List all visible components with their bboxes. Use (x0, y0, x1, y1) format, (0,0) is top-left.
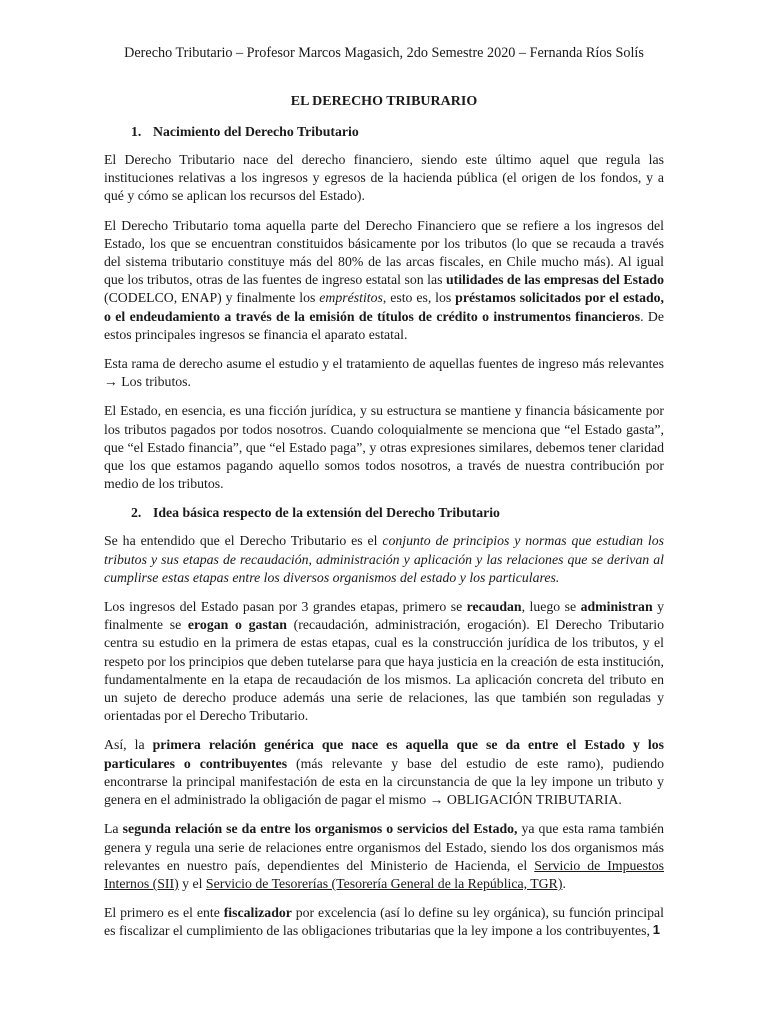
document-title: EL DERECHO TRIBURARIO (290, 94, 478, 109)
paragraph-first-relation (104, 736, 664, 809)
text-run: Así, la (104, 737, 153, 753)
bold-run: fiscalizador (223, 905, 292, 921)
text-run: . De estos principales ingresos se financia el aparato estatal. (104, 308, 664, 342)
text-run: (recaudación, administración, erogación). El Derecho Tributario centra su estudio en la primera de estas etapas, cual es la construcción jurídica de los tributos, y el respeto por los principios que deben tutelarse para que haya justicia en la creación de esta institución, fundamentalmente en la etapa de recaudación de los mismos. La aplicación concreta del tributo en un sujeto de derecho produce además una serie de relaciones, las que también son reguladas y orientadas por el Derecho Tributario. (104, 617, 664, 724)
text-run: La (104, 821, 123, 837)
text-run: (CODELCO, ENAP) y finalmente los (104, 290, 320, 306)
text-run: ya que esta rama también genera y regula una serie de relaciones entre organismos del Estado, siendo los dos organismos más relevantes en nuestro país, dependientes del Ministerio de Hacienda, el (104, 821, 664, 873)
section-title: Idea básica respecto de la extensión del Derecho Tributario (153, 505, 500, 521)
paragraph-origin: El Derecho Tributario nace del derecho financiero, siendo este último aquel que regula las instituciones relativas a los ingresos y egresos de la hacienda pública (el origen de los fondos, y a qué y cómo se aplican los recursos del Estado). (104, 152, 664, 204)
section-number: 2. (131, 505, 142, 521)
text-run: El primero es el ente (104, 905, 224, 921)
page-number: 1 (652, 922, 660, 937)
text-run: por excelencia (así lo define su ley orgánica), su función principal es fiscalizar el cumplimiento de las obligaciones tributarias que la ley impone a los contribuyentes, (104, 905, 664, 939)
text-run: , esto es, los (382, 290, 456, 306)
bold-run: administran (580, 599, 653, 615)
italic-run: conjunto de principios y normas que estudian los tributos y sus etapas de recaudación, administración y aplicación y las relaciones que se derivan al cumplirse estas etapas entre los diversos organismos del estado y los particulares. (104, 533, 665, 585)
bold-run: utilidades de las empresas del Estado (445, 272, 664, 288)
text-run: Los ingresos del Estado pasan por 3 grandes etapas, primero se (104, 599, 467, 615)
bold-run: préstamos solicitados por el estado, o el endeudamiento a través de la emisión de títulos de crédito o instrumentos financieros (104, 290, 665, 324)
paragraph-state-fiction: El Estado, en esencia, es una ficción jurídica, y su estructura se mantiene y financia básicamente por los tributos pagados por todos nosotros. Cuando coloquialmente se menciona que “el Estado gasta”, que “el Estado financia”, que “el Estado paga”, y otras expresiones similares, debemos tener claridad que los que estamos pagando aquello somos todos nosotros, a través de nuestra contribución por medio de los tributos. (104, 403, 664, 492)
section-title: Nacimiento del Derecho Tributario (153, 124, 359, 139)
text-run: y el (178, 875, 206, 891)
paragraph-definition (104, 532, 664, 587)
paragraph-second-relation (104, 820, 664, 893)
paragraph-fiscalizer (104, 904, 664, 940)
underlined-run: Servicio de Impuestos Internos (SII) (104, 857, 664, 891)
paragraph-income-sources (104, 217, 664, 344)
section-heading-1 (104, 123, 664, 141)
text-run: . (562, 875, 566, 891)
text-run: Se ha entendido que el Derecho Tributario es el (104, 533, 383, 549)
underlined-run: Servicio de Tesorerías (Tesorería General de la República, TGR) (205, 875, 563, 891)
text-run: El Derecho Tributario toma aquella parte del Derecho Financiero que se refiere a los ingresos del Estado, los que se encuentran constituidos básicamente por los tributos (lo que se recauda a través del sistema tributario constituye más del 80% de las arcas fiscales, en Chile mucho más). Al igual que los tributos, otras de las fuentes de ingreso estatal son las (104, 217, 664, 288)
text-run: , luego se (521, 599, 581, 615)
section-heading-2 (104, 504, 664, 522)
bold-run: recaudan (466, 599, 522, 615)
paragraph-three-stages (104, 598, 664, 725)
running-header: Derecho Tributario – Profesor Marcos Magasich, 2do Semestre 2020 – Fernanda Ríos Solís (124, 45, 644, 61)
bold-run: erogan o gastan (187, 617, 287, 633)
bold-run: primera relación genérica que nace es aquella que se da entre el Estado y los particulares o contribuyentes (104, 737, 664, 771)
section-number: 1. (131, 124, 142, 139)
paragraph-branch-scope: Esta rama de derecho asume el estudio y el tratamiento de aquellas fuentes de ingreso más relevantes → Los tributos. (104, 356, 664, 390)
bold-run: segunda relación se da entre los organismos o servicios del Estado, (122, 821, 518, 837)
italic-run: empréstitos (319, 290, 383, 306)
text-run: (más relevante y base del estudio de este ramo), pudiendo encontrarse la principal manifestación de esta en la circunstancia de que la ley impone un tributo y genera en el administrado la obligación de pagar el mismo → OBLIGACIÓN TRIBUTARIA. (104, 755, 664, 808)
text-run: y finalmente se (104, 599, 664, 633)
